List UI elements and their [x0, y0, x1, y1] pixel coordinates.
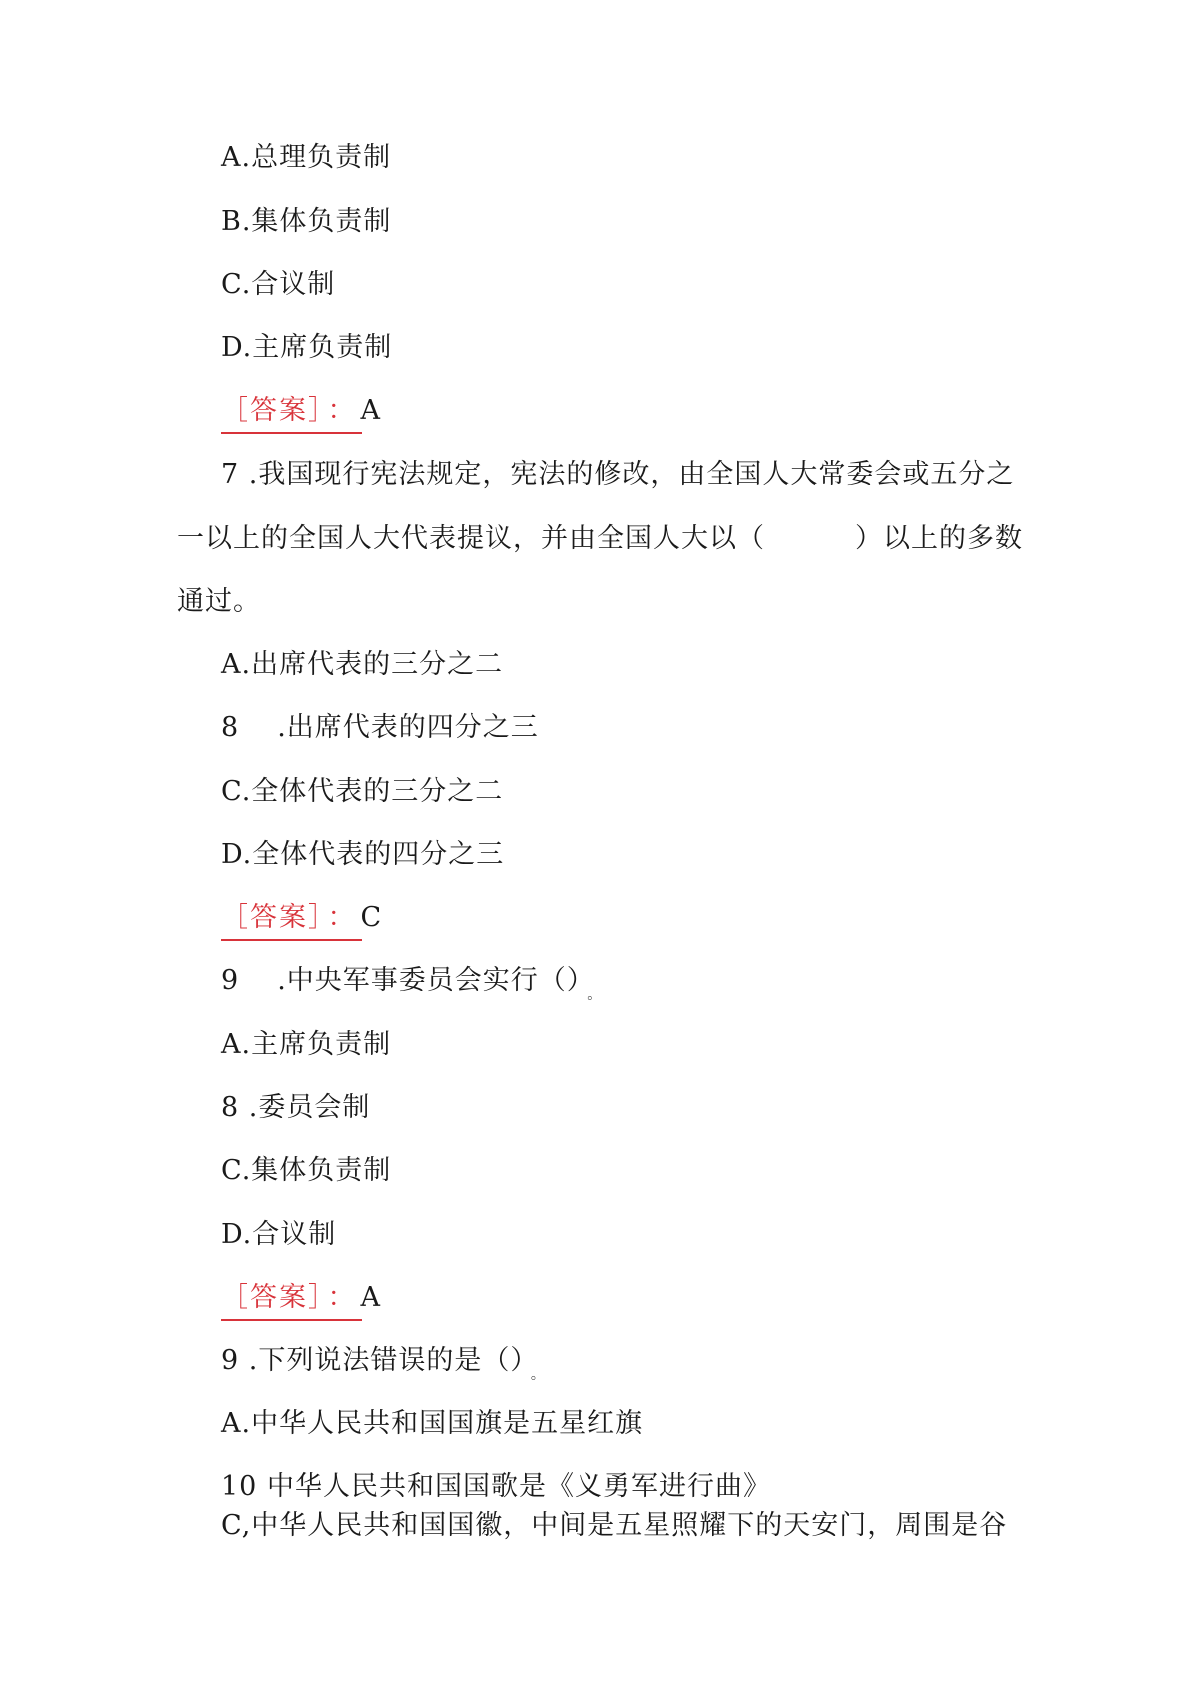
question-7-option-b-text: .出席代表的四分之三	[277, 712, 539, 743]
option-c: C.合议制	[221, 269, 336, 300]
answer-line	[221, 394, 380, 428]
question-10-line	[221, 1344, 546, 1392]
question-9-option-d: D.合议制	[221, 1219, 337, 1250]
question-7-line-1: 7 .我国现行宪法规定，宪法的修改，由全国人大常委会或五分之	[221, 459, 1015, 490]
question-7-line-3: 通过。	[177, 586, 261, 617]
question-10-option-a: A.中华人民共和国国旗是五星红旗	[221, 1408, 644, 1439]
question-9-tail: 。	[587, 987, 603, 1003]
answer-label: ［答案］	[221, 395, 324, 426]
option-b: B.集体负责制	[221, 206, 392, 237]
question-7-line-2	[177, 522, 1023, 556]
answer-separator: ：	[327, 902, 355, 933]
answer-line	[221, 901, 381, 935]
option-d: D.主席负责制	[221, 332, 393, 363]
question-7-option-b-num: 8	[221, 712, 240, 743]
answer-value: C	[360, 902, 382, 933]
option-a: A.总理负责制	[221, 142, 392, 173]
answer-label: ［答案］	[221, 902, 324, 933]
question-10-option-b: 10 中华人民共和国国歌是《义勇军进行曲》	[221, 1471, 771, 1502]
question-7-option-c: C.全体代表的三分之二	[221, 776, 504, 807]
question-7-option-a: A.出席代表的三分之二	[221, 649, 504, 680]
answer-value: A	[360, 395, 380, 426]
question-10-tail: 。	[530, 1367, 546, 1383]
answer-separator: ：	[327, 395, 355, 426]
question-9-option-a: A.主席负责制	[221, 1029, 392, 1060]
answer-underline	[221, 939, 362, 941]
question-9-option-c: C.集体负责制	[221, 1155, 392, 1186]
question-7-line-2-b: ）以上的多数	[855, 523, 1023, 554]
question-9-text: .中央军事委员会实行（）	[277, 965, 582, 996]
question-10-option-c: C,中华人民共和国国徽，中间是五星照耀下的天安门，周围是谷	[221, 1510, 1008, 1541]
answer-value: A	[360, 1282, 380, 1313]
question-7-option-d: D.全体代表的四分之三	[221, 839, 505, 870]
question-7-line-2-a: 一以上的全国人大代表提议，并由全国人大以（	[177, 523, 765, 554]
question-9-line	[221, 964, 602, 1012]
answer-underline	[221, 1319, 362, 1321]
answer-line	[221, 1281, 380, 1315]
question-9-option-b: 8 .委员会制	[221, 1092, 371, 1123]
answer-label: ［答案］	[221, 1282, 324, 1313]
question-10-text: 9 .下列说法错误的是（）	[221, 1345, 525, 1376]
question-9-num: 9	[221, 965, 240, 996]
answer-separator: ：	[327, 1282, 355, 1313]
answer-underline	[221, 432, 362, 434]
question-7-option-b	[221, 711, 539, 745]
